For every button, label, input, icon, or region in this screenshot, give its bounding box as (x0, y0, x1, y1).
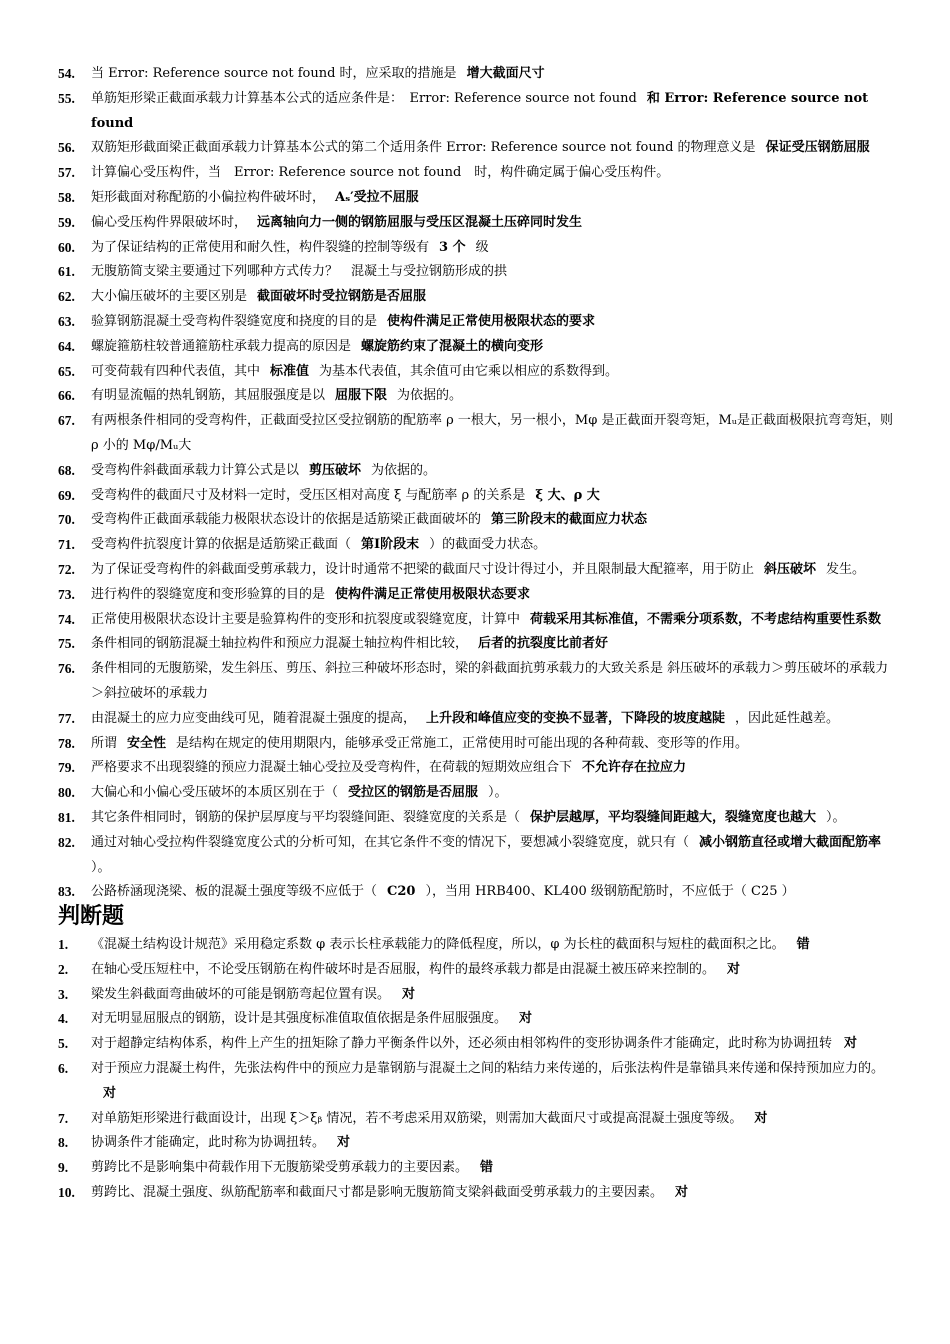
question-text: 大小偏压破坏的主要区别是 (91, 289, 248, 305)
question-item (58, 583, 894, 608)
question-item (58, 62, 894, 87)
question-number: 64. (58, 338, 75, 354)
question-item (58, 260, 894, 285)
question-text: 通过对轴心受拉构件裂缝宽度公式的分析可知，在其它条件不变的情况下，要想减小裂缝宽度，就只有（ (91, 834, 690, 850)
answer-text: 对 (103, 1085, 117, 1101)
answer-text: 和 Error: Reference source not found (91, 90, 869, 131)
question-number: 10. (58, 1185, 75, 1201)
question-number: 54. (58, 66, 75, 81)
judgement-item (58, 933, 894, 958)
question-text: 计算偏心受压构件，当 Error: Reference source not found 时，构件确定属于偏心受压构件。 (91, 165, 670, 181)
answer-text: C20 (387, 884, 416, 900)
answer-text: 错 (480, 1160, 494, 1176)
question-text: 剪跨比不是影响集中荷载作用下无腹筋梁受剪承载力的主要因素。 (91, 1160, 469, 1176)
answer-text: 对 (519, 1011, 533, 1027)
question-number: 6. (58, 1061, 69, 1077)
answer-text: 保证受压钢筋屈服 (765, 140, 870, 156)
question-item (58, 558, 894, 583)
question-text: 有明显流幅的热轧钢筋，其屈服强度是以 (91, 388, 326, 404)
judgement-item (58, 1057, 894, 1107)
answer-text: 对 (402, 986, 416, 1002)
question-item (58, 310, 894, 335)
question-tail-text: ）。 (91, 859, 111, 875)
question-number: 9. (58, 1160, 69, 1176)
question-number: 73. (58, 586, 75, 602)
question-text: 在轴心受压短柱中，不论受压钢筋在构件破坏时是否屈服，构件的最终承载力都是由混凝土被压碎来控制的。 (91, 961, 716, 977)
question-number: 4. (58, 1011, 69, 1027)
answer-text: 对 (337, 1135, 351, 1151)
question-text: 无腹筋简支梁主要通过下列哪种方式传力？ 混凝土与受拉钢筋形成的拱 (91, 264, 508, 280)
question-item (58, 87, 894, 137)
question-text: 当 Error: Reference source not found 时，应采取的措施是 (91, 66, 457, 81)
question-tail-text: 级 (475, 239, 489, 255)
question-item (58, 186, 894, 211)
question-tail-text: ），当用 HRB400、KL400 级钢筋配筋时，不应低于（ C25 ） (425, 884, 795, 900)
answer-text: 对 (844, 1036, 858, 1052)
question-number: 80. (58, 785, 75, 801)
question-text: 条件相同的无腹筋梁，发生斜压、剪压、斜拉三种破坏形态时，梁的斜截面抗剪承载力的大致关系是 斜压破坏的承载力＞剪压破坏的承载力＞斜拉破坏的承载力 (91, 661, 889, 701)
question-text: 对单筋矩形梁进行截面设计，出现 ξ＞ξᵦ 情况，若不考虑采用双筋梁，则需加大截面尺寸或提高混凝土强度等级。 (91, 1110, 743, 1126)
question-number: 55. (58, 90, 75, 106)
question-item (58, 707, 894, 732)
question-text: 有两根条件相同的受弯构件，正截面受拉区受拉钢筋的配筋率 ρ 一根大，另一根小，Mφ 是正截面开裂弯矩，Mᵤ是正截面极限抗弯弯矩，则 ρ 小的 Mφ/Mᵤ大 (91, 413, 893, 453)
answer-text: Aₛ′受拉不屈服 (335, 189, 419, 205)
question-text: 验算钢筋混凝土受弯构件裂缝宽度和挠度的目的是 (91, 313, 378, 329)
question-number: 63. (58, 313, 75, 329)
question-text: 对于预应力混凝土构件，先张法构件中的预应力是靠钢筋与混凝土之间的粘结力来传递的，后张法构件是靠锚具来传递和保持预加应力的。 (91, 1061, 885, 1077)
question-item (58, 632, 894, 657)
question-item (58, 756, 894, 781)
answer-text: 3 个 (439, 239, 466, 255)
answer-text: 增大截面尺寸 (466, 66, 545, 81)
question-item (58, 484, 894, 509)
answer-text: 对 (754, 1110, 768, 1126)
question-number: 82. (58, 834, 75, 850)
judgement-item (58, 1131, 894, 1156)
answer-text: 保护层越厚，平均裂缝间距越大，裂缝宽度也越大 (530, 809, 817, 825)
question-number: 78. (58, 735, 75, 751)
question-text: 条件相同的钢筋混凝土轴拉构件和预应力混凝土轴拉构件相比较， (91, 636, 469, 652)
question-item (58, 831, 894, 881)
question-item (58, 360, 894, 385)
answer-text: 螺旋筋约束了混凝土的横向变形 (361, 338, 544, 354)
judgement-item (58, 1107, 894, 1132)
answer-text: 不允许存在拉应力 (582, 760, 687, 776)
question-text: 受弯构件正截面承载能力极限状态设计的依据是适筋梁正截面破坏的 (91, 512, 482, 528)
section-title: 判断题 (58, 904, 125, 930)
question-text: 所谓 (91, 735, 118, 751)
question-number: 75. (58, 636, 75, 652)
question-item (58, 161, 894, 186)
question-text: 单筋矩形梁正截面承载力计算基本公式的适应条件是： Error: Reference source not found (91, 90, 637, 106)
judgement-item (58, 1156, 894, 1181)
question-text: 进行构件的裂缝宽度和变形验算的目的是 (91, 586, 326, 602)
judgement-item (58, 983, 894, 1008)
question-text: 对于超静定结构体系，构件上产生的扭矩除了静力平衡条件以外，还必须由相邻构件的变形协调条件才能确定，此时称为协调扭转 (91, 1036, 833, 1052)
document-body (58, 62, 894, 1206)
question-number: 59. (58, 214, 75, 230)
judgement-item (58, 1181, 894, 1206)
question-text: 受弯构件的截面尺寸及材料一定时，受压区相对高度 ξ 与配筋率 ρ 的关系是 (91, 487, 526, 503)
question-number: 66. (58, 388, 75, 404)
question-number: 62. (58, 289, 75, 305)
question-number: 60. (58, 239, 75, 255)
question-item (58, 236, 894, 261)
question-item (58, 384, 894, 409)
question-number: 67. (58, 413, 75, 429)
question-item (58, 335, 894, 360)
question-number: 81. (58, 809, 75, 825)
question-number: 71. (58, 537, 75, 553)
question-text: 可变荷载有四种代表值，其中 (91, 363, 261, 379)
question-tail-text: ）的截面受力状态。 (429, 537, 547, 553)
question-number: 7. (58, 1110, 69, 1126)
question-number: 8. (58, 1135, 69, 1151)
question-number: 68. (58, 462, 75, 478)
question-item (58, 732, 894, 757)
question-text: 螺旋箍筋柱较普通箍筋柱承载力提高的原因是 (91, 338, 352, 354)
question-number: 74. (58, 611, 75, 627)
question-text: 公路桥涵现浇梁、板的混凝土强度等级不应低于（ (91, 884, 378, 900)
answer-text: 斜压破坏 (764, 561, 817, 577)
answer-text: 错 (796, 937, 810, 953)
answer-text: 对 (727, 961, 741, 977)
answer-text: 剪压破坏 (309, 462, 362, 478)
question-text: 协调条件才能确定，此时称为协调扭转。 (91, 1135, 326, 1151)
question-number: 79. (58, 760, 75, 776)
question-item (58, 211, 894, 236)
question-number: 70. (58, 512, 75, 528)
question-item (58, 409, 894, 459)
question-item (58, 285, 894, 310)
answer-text: 第Ⅰ阶段末 (361, 537, 420, 553)
judgement-item (58, 1007, 894, 1032)
question-number: 1. (58, 937, 69, 953)
question-tail-text: 为基本代表值，其余值可由它乘以相应的系数得到。 (319, 363, 619, 379)
answer-text: 第三阶段末的截面应力状态 (491, 512, 648, 528)
answer-text: 减小钢筋直径或增大截面配筋率 (699, 834, 882, 850)
question-text: 正常使用极限状态设计主要是验算构件的变形和抗裂度或裂缝宽度，计算中 (91, 611, 521, 627)
question-number: 77. (58, 710, 75, 726)
question-number: 69. (58, 487, 75, 503)
question-tail-text: 发生。 (826, 561, 866, 577)
answer-text: 安全性 (127, 735, 167, 751)
question-number: 58. (58, 189, 75, 205)
question-number: 83. (58, 884, 75, 900)
question-text: 为了保证结构的正常使用和耐久性，构件裂缝的控制等级有 (91, 239, 430, 255)
question-text: 大偏心和小偏心受压破坏的本质区别在于（ (91, 785, 339, 801)
answer-text: 标准值 (270, 363, 310, 379)
answer-text: 远离轴向力一侧的钢筋屈服与受压区混凝土压碎同时发生 (257, 214, 583, 230)
question-text: 为了保证受弯构件的斜截面受剪承载力，设计时通常不把梁的截面尺寸设计得过小，并且限制最大配箍率，用于防止 (91, 561, 755, 577)
question-number: 57. (58, 165, 75, 181)
question-number: 61. (58, 264, 75, 280)
answer-text: 上升段和峰值应变的变换不显著，下降段的坡度越陡 (426, 710, 726, 726)
question-number: 72. (58, 561, 75, 577)
question-item (58, 781, 894, 806)
question-text: 偏心受压构件界限破坏时， (91, 214, 248, 230)
question-tail-text: 为依据的。 (371, 462, 437, 478)
question-item (58, 880, 894, 905)
answer-text: 屈服下限 (335, 388, 388, 404)
answer-text: 使构件满足正常使用极限状态的要求 (387, 313, 596, 329)
question-number: 76. (58, 661, 75, 677)
question-number: 65. (58, 363, 75, 379)
true-false-question-list (58, 933, 894, 1206)
answer-text: 截面破坏时受拉钢筋是否屈服 (257, 289, 427, 305)
fill-in-question-list (58, 62, 894, 905)
question-item (58, 806, 894, 831)
question-text: 对无明显屈服点的钢筋，设计是其强度标准值取值依据是条件屈服强度。 (91, 1011, 508, 1027)
question-text: 受弯构件抗裂度计算的依据是适筋梁正截面（ (91, 537, 352, 553)
answer-text: 受拉区的钢筋是否屈服 (348, 785, 479, 801)
question-text: 双筋矩形截面梁正截面承载力计算基本公式的第二个适用条件 Error: Reference source not found 的物理意义是 (91, 140, 756, 156)
answer-text: 后者的抗裂度比前者好 (478, 636, 609, 652)
question-number: 5. (58, 1036, 69, 1052)
question-tail-text: ）。 (488, 785, 508, 801)
question-text: 其它条件相同时，钢筋的保护层厚度与平均裂缝间距、裂缝宽度的关系是（ (91, 809, 521, 825)
question-tail-text: 是结构在规定的使用期限内，能够承受正常施工，正常使用时可能出现的各种荷载、变形等的作用。 (176, 735, 749, 751)
question-text: 受弯构件斜截面承载力计算公式是以 (91, 462, 300, 478)
question-text: 矩形截面对称配筋的小偏拉构件破坏时， (91, 189, 326, 205)
answer-text: ξ 大、ρ 大 (535, 487, 600, 503)
question-item (58, 459, 894, 484)
question-number: 2. (58, 961, 69, 977)
question-item (58, 657, 894, 707)
answer-text: 荷载采用其标准值，不需乘分项系数，不考虑结构重要性系数 (530, 611, 882, 627)
answer-text: 对 (675, 1185, 689, 1201)
question-item (58, 508, 894, 533)
question-item (58, 533, 894, 558)
judgement-item (58, 958, 894, 983)
question-text: 剪跨比、混凝土强度、纵筋配筋率和截面尺寸都是影响无腹筋简支梁斜截面受剪承载力的主要因素。 (91, 1185, 664, 1201)
question-item (58, 136, 894, 161)
question-tail-text: ，因此延性越差。 (735, 710, 840, 726)
question-tail-text: 为依据的。 (397, 388, 463, 404)
answer-text: 使构件满足正常使用极限状态要求 (335, 586, 531, 602)
question-number: 3. (58, 986, 69, 1002)
question-text: 严格要求不出现裂缝的预应力混凝土轴心受拉及受弯构件，在荷载的短期效应组合下 (91, 760, 573, 776)
question-text: 由混凝土的应力应变曲线可见，随着混凝土强度的提高， (91, 710, 417, 726)
question-tail-text: ）。 (826, 809, 846, 825)
question-text: 《混凝土结构设计规范》采用稳定系数 φ 表示长柱承载能力的降低程度，所以，φ 为长柱的截面积与短柱的截面积之比。 (91, 937, 785, 953)
question-item (58, 608, 894, 633)
judgement-item (58, 1032, 894, 1057)
question-text: 梁发生斜截面弯曲破坏的可能是钢筋弯起位置有误。 (91, 986, 391, 1002)
question-number: 56. (58, 140, 75, 156)
